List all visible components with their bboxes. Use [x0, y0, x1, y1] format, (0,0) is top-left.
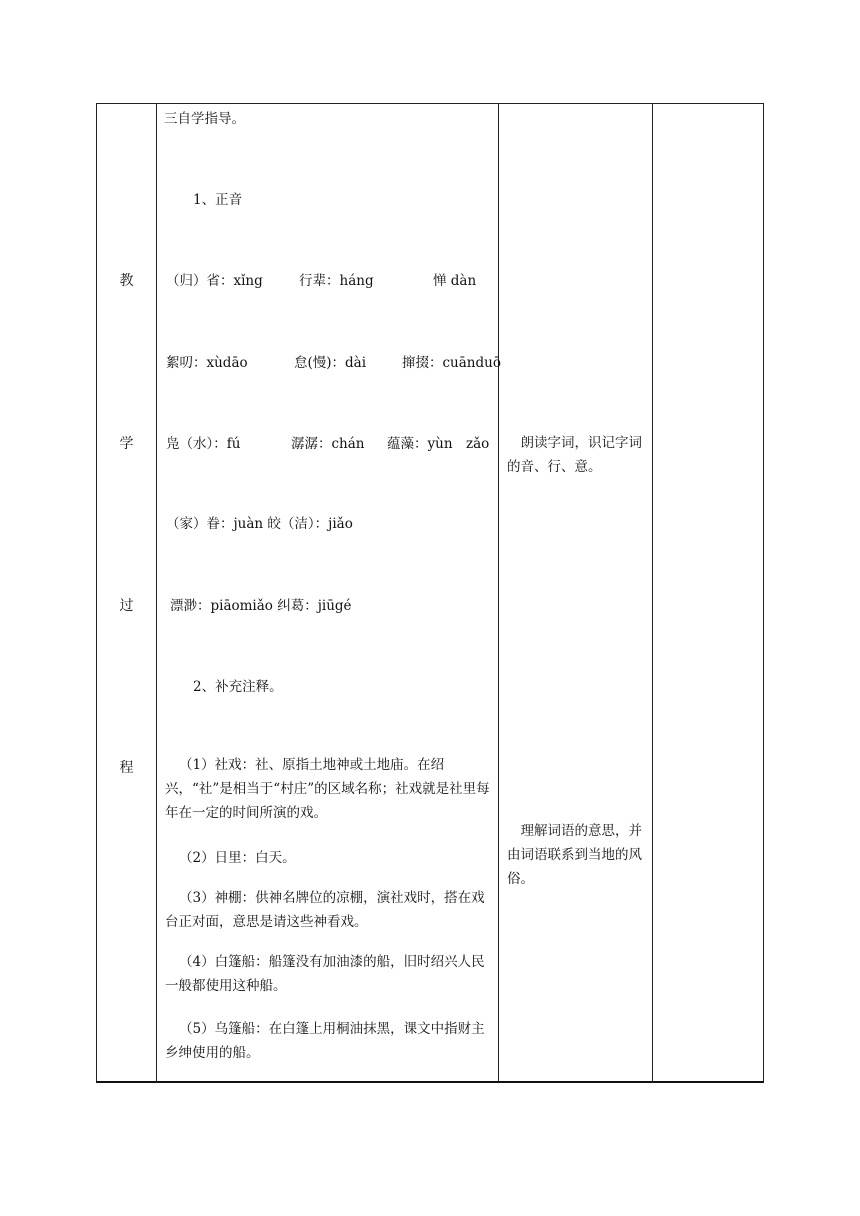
annotation-paragraph: （3）神棚：供神名牌位的凉棚，演社戏时，搭在戏台正对面，意思是请这些神看戏。 [165, 890, 485, 930]
pronunciation-item: 撺掇：cuānduō [402, 355, 501, 371]
pronunciation-item: （归）省：xǐng [166, 273, 263, 289]
annotation-paragraph: （1）社戏：社、原指土地神或土地庙。在绍兴，“社”是相当于“村庄”的区域名称；社戏就是社里每年在一定的时间所演的戏。 [165, 757, 490, 821]
row-label-char: 过 [119, 598, 134, 614]
pronunciation-item: 潺潺：chán [291, 436, 365, 452]
column-divider [652, 104, 653, 1081]
section-heading: 三自学指导。 [164, 111, 245, 127]
lesson-plan-table [96, 103, 764, 1082]
subsection-title: 2、补充注释。 [193, 679, 283, 695]
subsection-title: 1、正音 [193, 192, 243, 208]
pronunciation-item: 蕴藻：yùn zǎo [387, 436, 490, 452]
column-divider [156, 104, 157, 1081]
student-activity-note: 理解词语的意思，并由词语联系到当地的风俗。 [507, 823, 642, 887]
row-label-char: 学 [119, 436, 134, 452]
student-activity-note: 朗读字词，识记字词的音、行、意。 [507, 435, 642, 475]
row-label-char: 程 [119, 760, 134, 776]
row-label-char: 教 [119, 273, 134, 289]
pronunciation-item: 行辈：háng [299, 273, 374, 289]
pronunciation-item: （家）眷：juàn 皎（洁）：jiǎo [166, 516, 353, 532]
pronunciation-item: 凫（水）：fú [166, 436, 241, 452]
pronunciation-item: 絮叨：xùdāo [166, 355, 248, 371]
pronunciation-item: 怠(慢)：dài [294, 355, 367, 371]
pronunciation-item: 惮 dàn [433, 273, 477, 289]
column-divider [498, 104, 499, 1081]
annotation-paragraph: （2）日里：白天。 [179, 850, 296, 866]
annotation-paragraph: （5）乌篷船：在白篷上用桐油抹黑，课文中指财主乡绅使用的船。 [165, 1021, 485, 1061]
annotation-paragraph: （4）白篷船：船篷没有加油漆的船，旧时绍兴人民一般都使用这种船。 [165, 954, 485, 994]
pronunciation-item: 漂渺：piāomiǎo 纠葛：jiūgé [170, 598, 352, 614]
